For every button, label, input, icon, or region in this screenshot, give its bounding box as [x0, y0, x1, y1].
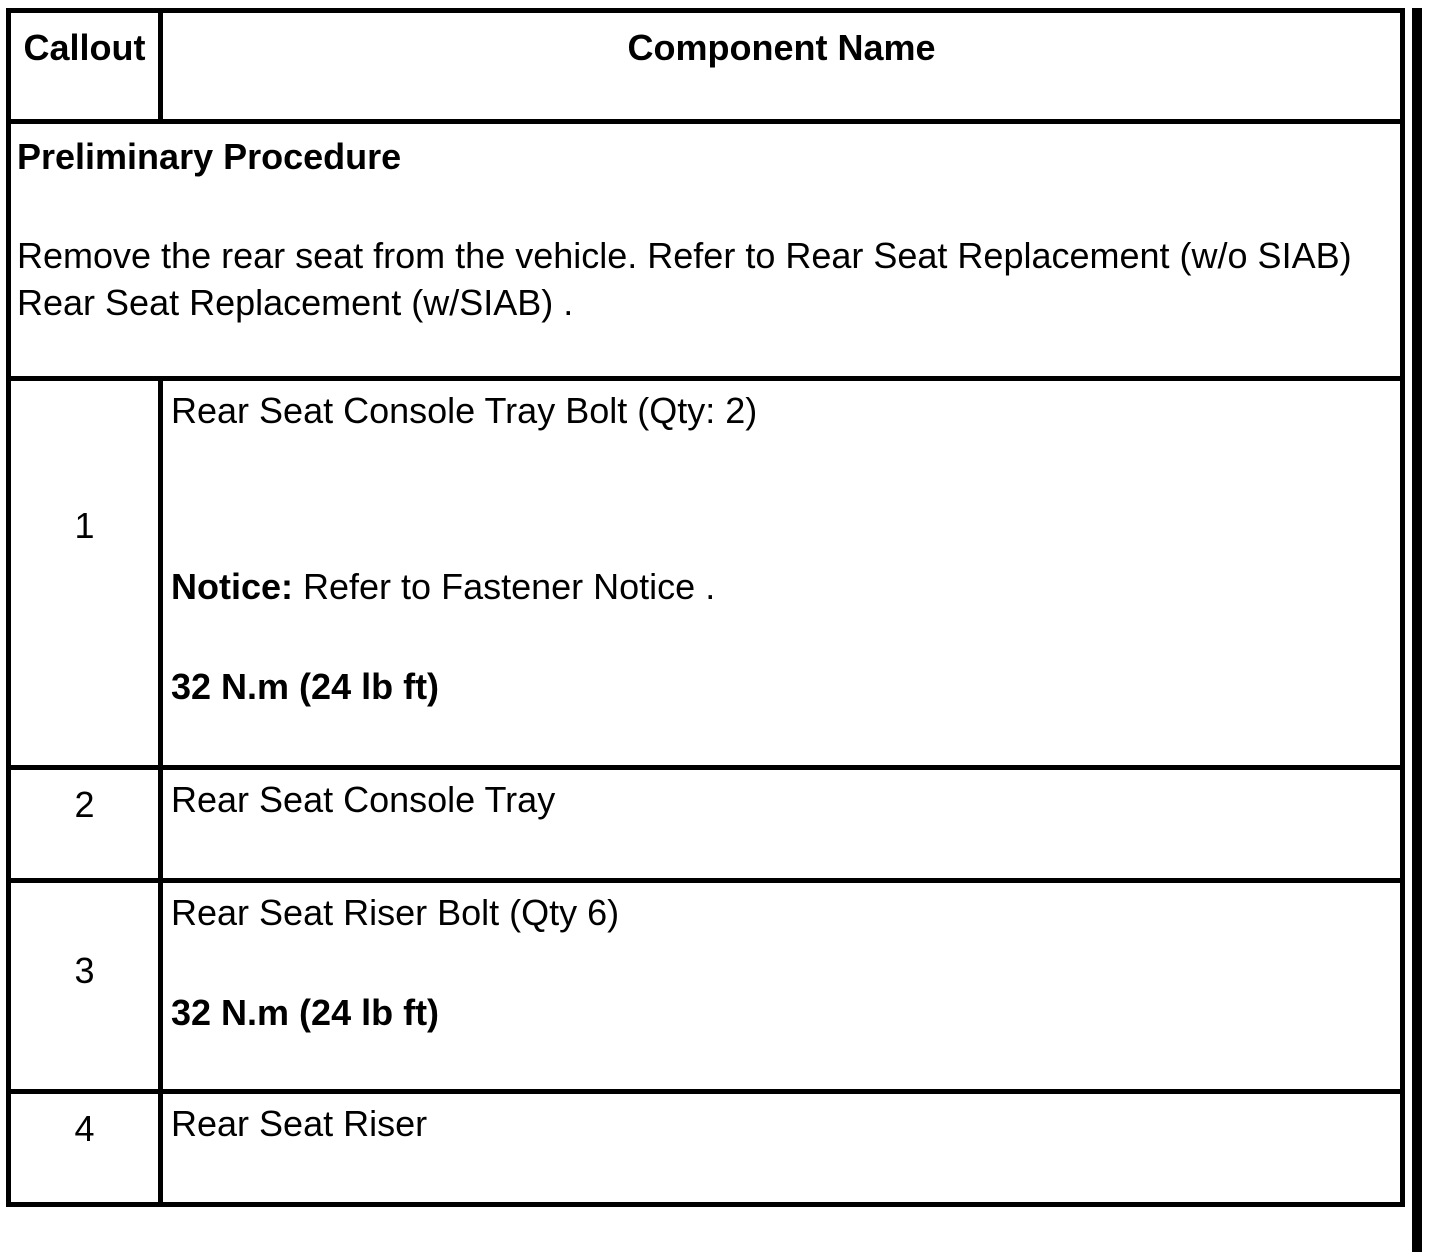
- table-header-row: [9, 11, 1403, 122]
- callout-cell: [9, 881, 161, 1092]
- component-cell: [161, 881, 1403, 1092]
- callout-number: 1: [74, 505, 95, 546]
- component-name: Rear Seat Console Tray: [171, 779, 556, 820]
- callout-number: 2: [74, 784, 95, 825]
- notice-text: Refer to Fastener Notice .: [293, 566, 716, 607]
- preliminary-cell: [9, 122, 1403, 379]
- component-name: Rear Seat Console Tray Bolt (Qty: 2): [171, 390, 758, 431]
- torque-spec: 32 N.m (24 lb ft): [171, 666, 440, 707]
- notice-label: Notice:: [171, 566, 294, 607]
- component-cell: [161, 768, 1403, 881]
- header-callout-label: Callout: [23, 27, 146, 68]
- table-row: [9, 881, 1403, 1092]
- callout-cell: [9, 379, 161, 768]
- header-component-name-label: Component Name: [627, 27, 936, 68]
- callout-cell: [9, 768, 161, 881]
- table-row: [9, 1092, 1403, 1205]
- component-table: [6, 8, 1405, 1207]
- component-name: Rear Seat Riser: [171, 1103, 428, 1144]
- header-component-name: [161, 11, 1403, 122]
- callout-cell: [9, 1092, 161, 1205]
- preliminary-text: Remove the rear seat from the vehicle. Refer to Rear Seat Replacement (w/o SIAB) Rear Seat Replacement (w/SIAB) .: [17, 235, 1352, 323]
- torque-spec: 32 N.m (24 lb ft): [171, 992, 440, 1033]
- notice-line: [171, 565, 1400, 609]
- component-cell: [161, 379, 1403, 768]
- callout-number: 4: [74, 1108, 95, 1149]
- header-callout: [9, 11, 161, 122]
- preliminary-title: Preliminary Procedure: [17, 136, 402, 177]
- page-edge-bar: [1412, 8, 1422, 1252]
- preliminary-row: [9, 122, 1403, 379]
- component-name: Rear Seat Riser Bolt (Qty 6): [171, 892, 620, 933]
- callout-number: 3: [74, 950, 95, 991]
- table-row: [9, 768, 1403, 881]
- table-row: [9, 379, 1403, 768]
- component-cell: [161, 1092, 1403, 1205]
